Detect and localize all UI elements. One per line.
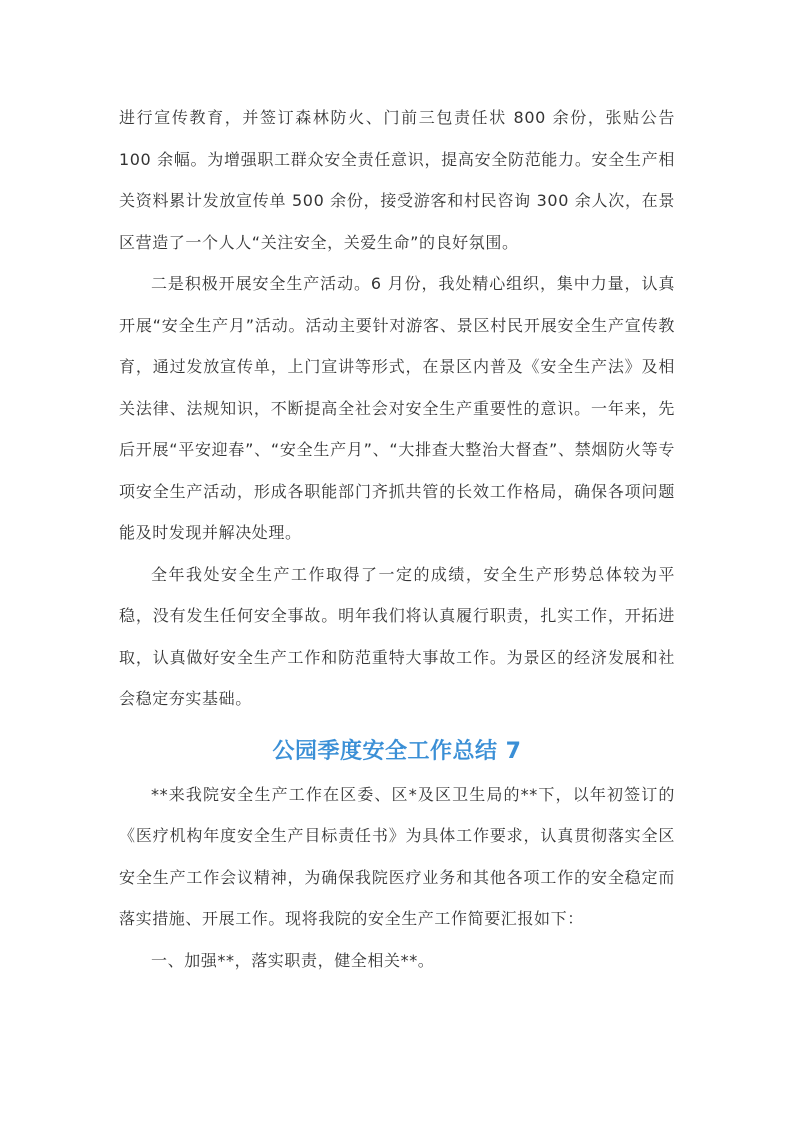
document-page — [119, 97, 675, 981]
paragraph-safety-activities: 二是积极开展安全生产活动。6 月份，我处精心组织，集中力量，认真开展“安全生产月”活动。活动主要针对游客、景区村民开展安全生产宣传教育，通过发放宣传单，上门宣讲等形式，在景区内普及《安全生产法》及相关法律、法规知识，不断提高全社会对安全生产重要性的意识。一年来，先后开展“平安迎春”、“安全生产月”、“大排查大整治大督查”、禁烟防火等专项安全生产活动，形成各职能部门齐抓共管的长效工作格局，确保各项问题能及时发现并解决处理。 — [119, 274, 675, 542]
section-title: 公园季度安全工作总结 7 — [272, 738, 522, 764]
paragraph-heading-one: 一、加强**，落实职责，健全相关**。 — [151, 950, 435, 970]
paragraph-annual-summary: 全年我处安全生产工作取得了一定的成绩，安全生产形势总体较为平稳，没有发生任何安全事故。明年我们将认真履行职责，扎实工作，开拓进取，认真做好安全生产工作和防范重特大事故工作。为景区的经济发展和社会稳定夯实基础。 — [119, 564, 675, 708]
paragraph-hospital-intro: **来我院安全生产工作在区委、区*及区卫生局的**下，以年初签订的《医疗机构年度安全生产目标责任书》为具体工作要求，认真贯彻落实全区安全生产工作会议精神，为确保我院医疗业务和其他各项工作的安全稳定而落实措施、开展工作。现将我院的安全生产工作简要汇报如下： — [119, 784, 675, 928]
paragraph-publicity-continued: 进行宣传教育，并签订森林防火、门前三包责任状 800 余份，张贴公告 100 余幅。为增强职工群众安全责任意识，提高安全防范能力。安全生产相关资料累计发放宣传单 500 余份，接受游客和村民咨询 300 余人次，在景区营造了一个人人“关注安全，关爱生命”的良好氛围。 — [119, 108, 675, 252]
